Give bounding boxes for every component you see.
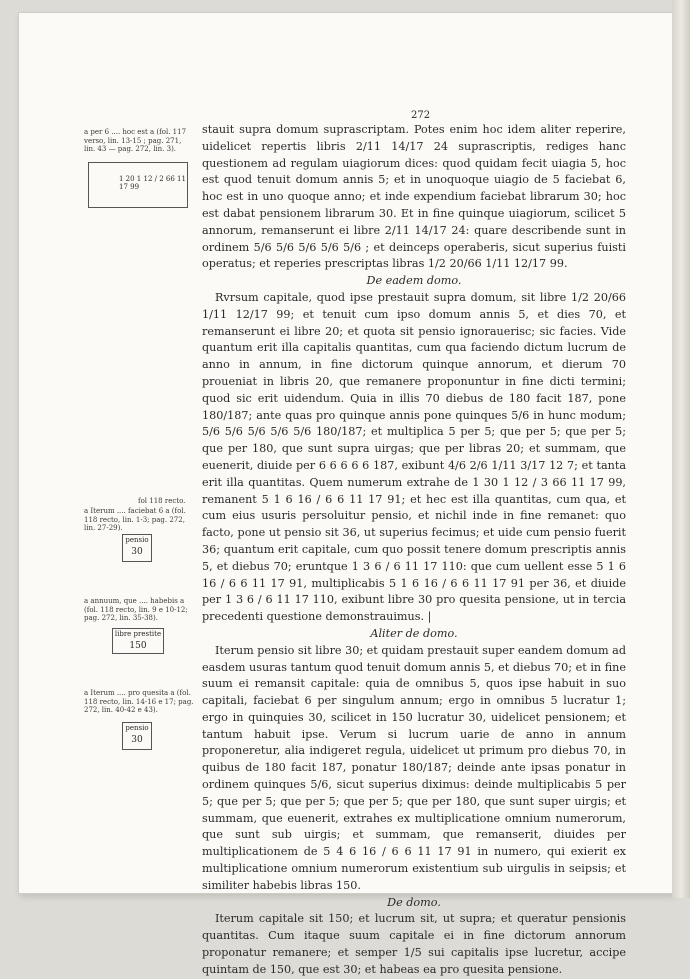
heading-de-eadem-domo: De eadem domo. <box>366 274 462 288</box>
paragraph-2: Rvrsum capitale, quod ipse prestauit supra domum, sit libre 1/2 20/66 1/11 12/17 99; et tenuit cum ipso domum annis 5, et dies 70, et remanserunt ei libre 20; et quota sit pensio ignorauerisc; sic facies. Vide quantum erit illa capitalis quantitas, cum qua faciendo dictum lucrum de anno in annum, in fine dictorum quinque annorum, et dierum 70 proueniat in libris 20, que remanere proponuntur in fine dicti termini; quod sic erit uidendum. Quia in illis 70 diebus de 180 facit 187, pone 180/187; ante quas pro quinque annis pone quinques 5/6 in hunc modum; 5/6 5/6 5/6 5/6 5/6 180/187; et multiplica 5 per 5; que per 5; que per 5; que per 180, que sunt supra uirgas; que per libras 20; et summam, que euenerit, diuide per 6 6 6 6 6 187, exibunt 4/6 2/6 1/11 3/17 12 7; et tanta erit illa quantitas. Quem numerum extrahe de 1 30 1 12 / 3 66 11 17 99, remanent 5 1 6 16 / 6 6 11 17 91; et hec est illa quantitas, cum qua, et cum eius usuris persoluitur pensio, et nichil inde in fine remanet: quo facto, pone ut pensio sit 36, ut superius fecimus; et uide cum pensio fuerit 36; quantum erit capitale, cum quo possit tenere domum prescriptis annis 5, et diebus 70; eruntque 1 3 6 / 6 11 17 110: que cum uellent esse 5 1 6 16 / 6 6 11 17 91, multiplicabis 5 1 6 16 / 6 6 11 17 91 per 36, et diuide per 1 3 6 / 6 11 17 110, exibunt libre 30 pro quesita pensione, ut in tercia precedenti questione demonstrauimus. | <box>202 290 626 624</box>
box-value: 30 <box>131 547 143 557</box>
margin-note-5: a Iterum .... pro quesita a (fol. 118 recto, lin. 14-16 e 17; pag. 272, lin. 40-42 e 43). <box>84 689 194 715</box>
margin-note-3: a Iterum .... faciebat 6 a (fol. 118 recto, lin. 1-3; pag. 272, lin. 27-29). <box>84 507 186 533</box>
margin-fraction-box <box>88 162 188 208</box>
heading-aliter-de-domo: Aliter de domo. <box>370 626 458 640</box>
box-value: 30 <box>131 735 143 745</box>
box-label: libre prestite <box>114 630 162 638</box>
page-number: 272 <box>411 110 431 121</box>
paragraph-4: Iterum capitale sit 150; et lucrum sit, ut supra; et queratur pensionis quantitas. Cum itaque suum capitale ei in fine dictorum annorum proponatur remanere; et semper 1/5 sui capitalis ipse lucretur, accipe quintam de 150, que est 30; et habeas ea pro quesita pensione. <box>202 912 626 976</box>
margin-box-pensio-2 <box>122 722 152 750</box>
box-label: pensio <box>125 724 149 732</box>
box-label: pensio <box>125 536 149 544</box>
main-text <box>202 122 626 979</box>
heading-de-domo: De domo. <box>387 895 441 909</box>
paragraph-1: stauit supra domum suprascriptam. Potes enim hoc idem aliter reperire, uidelicet repertis libris 2/11 14/17 24 suprascriptis, rediges hanc questionem ad regulam uiagiorum dices: quod quidam fecit uiagia 5, hoc est quod tenuit domum annis 5; et in unoquoque uiagio de 5 faciebat 6, hoc est in uno quoque anno; et inde expendium faciebat librarum 30; hoc est dabat pensionem librarum 30. Et in fine quinque uiagiorum, scilicet 5 annorum, remanserunt ei libre 2/11 14/17 24: quare describende sunt in ordinem 5/6 5/6 5/6 5/6 5/6 ; et deinceps operaberis, sicut superius fuisti operatus; et reperies prescriptas libras 1/2 20/66 1/11 12/17 99. <box>202 123 626 271</box>
page-edge <box>672 0 690 898</box>
box-value: 150 <box>129 641 147 651</box>
margin-box-libre-prestite <box>112 628 164 654</box>
margin-fraction-text: 1 20 1 12 / 2 66 11 17 99 <box>119 175 186 191</box>
margin-folio-note: fol 118 recto. <box>138 497 186 505</box>
margin-box-pensio-1 <box>122 534 152 562</box>
margin-note-1: a per 6 .... hoc est a (fol. 117 verso, lin. 13-15 ; pag. 271, lin. 43 — pag. 272, lin. 3). <box>84 128 187 154</box>
margin-note-4: a annuum, que .... habebis a (fol. 118 recto, lin. 9 e 10-12; pag. 272, lin. 35-38). <box>84 597 188 623</box>
paragraph-3: Iterum pensio sit libre 30; et quidam prestauit super eandem domum ad easdem usuras tantum quod tenuit domum annis 5, et diebus 70; et in fine suum ei remansit capitale: quia de omnibus 5, quos ipse habuit in suo capitali, faciebat 6 per singulum annum; ergo in omnibus 5 lucratur 1; ergo in quinquies 30, scilicet in 150 lucratur 30, uidelicet pensionem; et tantum habuit ipse. Verum si lucrum uarie de anno in annum proponeretur, alia indigeret regula, uidelicet ut primum pro diebus 70, in quibus de 180 facit 187, ponatur 180/187; deinde ante ipsas ponatur in ordinem quinques 5/6, sicut superius diximus: deinde multiplicabis 5 per 5; que per 5; que per 5; que per 5; que per 180, que sunt super uirgis; et summam, que euenerit, extrahes ex multiplicatione omnium numerorum, que sunt sub uirgis; et summam, que remanserit, diuides per multiplicationem de 5 4 6 16 / 6 6 11 17 91 in numero, qui exierit ex multiplicatione omnium numerorum existentium sub uirgulis in seipsis; et similiter habebis libras 150. <box>202 643 626 892</box>
